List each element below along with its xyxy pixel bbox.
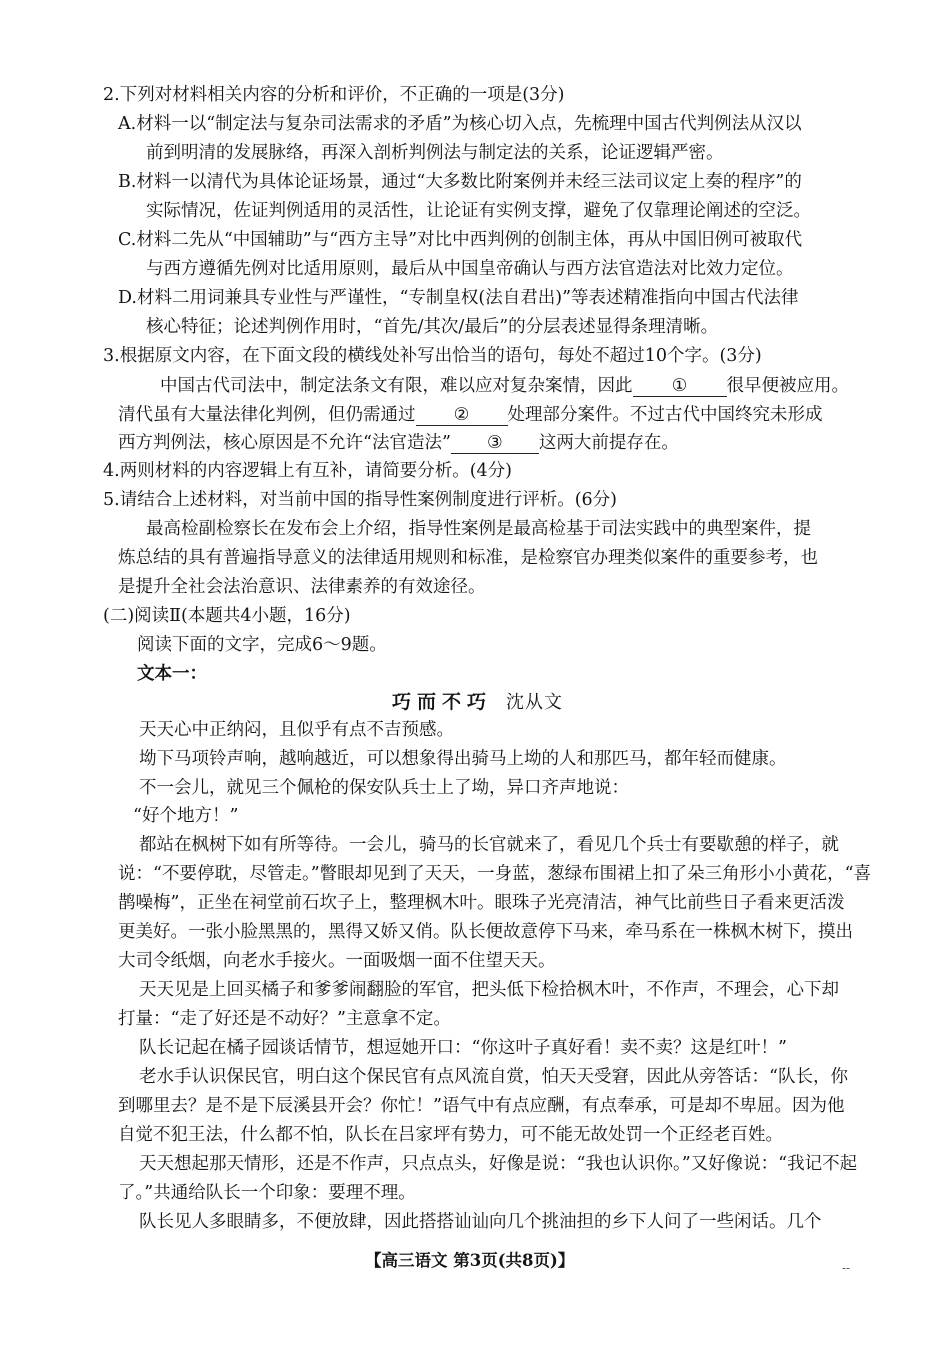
story-p1: 天天心中正纳闷，且似乎有点不吉预感。 [139,720,454,740]
q2-option-b-line2: 实际情况，佐证判例适用的灵活性，让论证有实例支撑，避免了仅靠理论阐述的空泛。 [146,201,811,221]
q5-material-line3: 是提升全社会法治意识、法律素养的有效途径。 [118,577,486,597]
section2-instruction: 阅读下面的文字，完成6～9题。 [137,635,387,655]
q2-option-d-line1: D.材料二用词兼具专业性与严谨性，“专制皇权(法自君出)”等表述精准指向中国古代法律 [118,288,799,308]
story-p5-line5: 大司令纸烟，向老水手接火。一面吸烟一面不住望天天。 [118,951,556,971]
story-author: 沈从文 [506,692,564,713]
story-p5-line3: 鹊噪梅”，正坐在祠堂前石坎子上，整理枫木叶。眼珠子光亮清洁，神气比前些日子看来更活泼 [118,893,845,913]
q2-option-c-line2: 与西方遵循先例对比适用原则，最后从中国皇帝确认与西方法官造法对比效力定位。 [146,259,794,279]
story-p8-line2: 到哪里去？是不是下辰溪县开会？你忙！”语气中有点应酬，有点奉承，可是却不卑屈。因为他 [118,1096,845,1116]
story-title: 巧而不巧 [392,691,493,713]
q3-passage-line1: 中国古代司法中，制定法条文有限，难以应对复杂案情，因此 ① 很早便被应用。 [160,376,849,396]
story-heading [392,693,563,713]
q2-option-a-line2: 前到明清的发展脉络，再深入剖析判例法与制定法的关系，论证逻辑严密。 [146,143,724,163]
q4-stem: 4.两则材料的内容逻辑上有互补，请简要分析。(4分) [103,461,512,481]
story-p5-line4: 更美好。一张小脸黑黑的，黑得又娇又俏。队长便故意停下马来，牵马系在一株枫木树下，摸出 [118,922,853,942]
story-p8-line3: 自觉不犯王法，什么都不怕，队长在吕家坪有势力，可不能无故处罚一个正经老百姓。 [118,1125,783,1145]
answer-blank-2[interactable]: ② [416,406,508,426]
story-p9-line1: 天天想起那天情形，还是不作声，只点点头，好像是说：“我也认识你。”又好像说：“我记不起 [139,1154,858,1174]
story-p4: “好个地方！” [133,806,239,826]
story-p3: 不一会儿，就见三个佩枪的保安队兵士上了坳，异口齐声地说： [139,778,629,798]
story-p5-line2: 说：“不要停耽，尽管走。”瞥眼却见到了天天，一身蓝，葱绿布围裙上扣了朵三角形小小黄花，“喜 [118,864,872,884]
q5-material-line2: 炼总结的具有普遍指导意义的法律适用规则和标准，是检察官办理类似案件的重要参考，也 [118,548,818,568]
q3-passage-line2: 清代虽有大量法律化判例，但仍需通过 ② 处理部分案件。不过古代中国终究未形成 [118,405,823,425]
q2-option-a-line1: A.材料一以“制定法与复杂司法需求的矛盾”为核心切入点，先梳理中国古代判例法从汉以 [118,114,802,134]
answer-blank-3[interactable]: ③ [451,434,539,454]
q2-option-d-line2: 核心特征；论述判例作用时，“首先/其次/最后”的分层表述显得条理清晰。 [146,317,719,337]
q2-option-c-line1: C.材料二先从“中国辅助”与“西方主导”对比中西判例的创制主体，再从中国旧例可被取代 [118,230,803,250]
story-p2: 坳下马项铃声响，越响越近，可以想象得出骑马上坳的人和那匹马，都年轻而健康。 [139,749,787,769]
q3-stem: 3.根据原文内容，在下面文段的横线处补写出恰当的语句，每处不超过10个字。(3分) [103,346,762,366]
text-one-label: 文本一： [137,664,207,684]
q3-passage-line3: 西方判例法，核心原因是不允许“法官造法” ③ 这两大前提存在。 [118,433,679,453]
story-p5-line1: 都站在枫树下如有所等待。一会儿，骑马的长官就来了，看见几个兵士有要歇憩的样子，就 [139,835,839,855]
answer-blank-1[interactable]: ① [633,377,727,397]
story-p10-line1: 队长见人多眼睛多，不便放肆，因此搭搭讪讪向几个挑油担的乡下人问了一些闲话。几个 [139,1212,822,1232]
story-p7: 队长记起在橘子园谈话情节，想逗她开口：“你这叶子真好看！卖不卖？这是红叶！” [139,1038,787,1058]
story-p8-line1: 老水手认识保民官，明白这个保民官有点风流自赏，怕天天受窘，因此从旁答话：“队长，你 [139,1067,848,1087]
q2-option-b-line1: B.材料一以清代为具体论证场景，通过“大多数比附案例并未经三法司议定上奏的程序”的 [118,172,802,192]
story-p9-line2: 了。”共通给队长一个印象：要理不理。 [118,1183,416,1203]
q5-material-line1: 最高检副检察长在发布会上介绍，指导性案例是最高检基于司法实践中的典型案件，提 [146,519,811,539]
q5-stem: 5.请结合上述材料，对当前中国的指导性案例制度进行评析。(6分) [103,490,617,510]
page-footer: 【高三语文 第3页(共8页)】 [365,1251,575,1270]
corner-mark: -- [842,1261,851,1275]
story-p6-line1: 天天见是上回买橘子和爹爹闹翻脸的军官，把头低下检拾枫木叶，不作声，不理会，心下却 [139,980,839,1000]
story-p6-line2: 打量：“走了好还是不动好？”主意拿不定。 [118,1009,451,1029]
section2-heading: (二)阅读Ⅱ(本题共4小题，16分) [103,606,351,626]
q2-stem: 2.下列对材料相关内容的分析和评价，不正确的一项是(3分) [103,85,565,105]
